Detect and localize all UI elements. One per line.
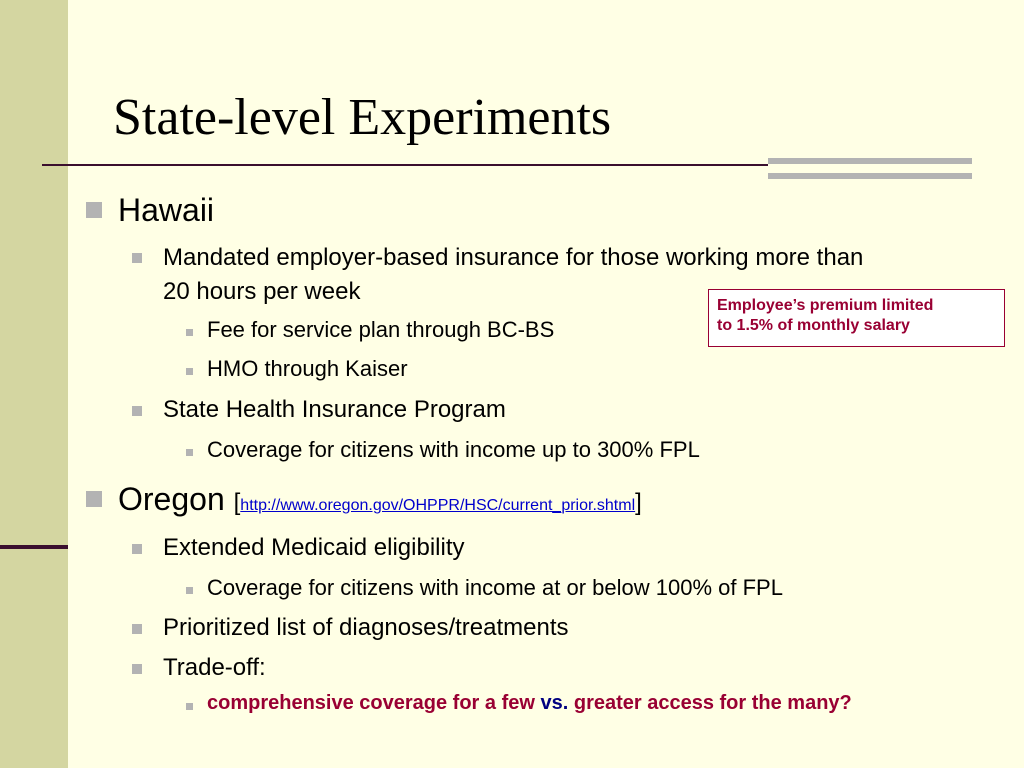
hmo-text: HMO through Kaiser (207, 356, 408, 381)
medicaid-coverage-text: Coverage for citizens with income at or below 100% of FPL (207, 575, 783, 600)
bracket-open: [ (233, 489, 241, 516)
mandated-line-1: Mandated employer-based insurance for those working more than (163, 244, 864, 271)
prioritized-list-text: Prioritized list of diagnoses/treatments (163, 614, 569, 641)
bullet-square-icon (132, 664, 142, 674)
bullet-square-icon (186, 368, 193, 375)
title-underline (42, 164, 768, 166)
bullet-square-icon (186, 587, 193, 594)
tradeoff-part-1: comprehensive coverage for a few (207, 692, 535, 714)
tradeoff-vs: vs. (540, 692, 569, 714)
bullet-square-icon (86, 202, 102, 218)
hawaii-heading: Hawaii (118, 192, 215, 228)
bullet-square-icon (132, 253, 142, 263)
title-accent-bar-bottom (768, 173, 972, 179)
shi-coverage-text: Coverage for citizens with income up to 300% FPL (207, 437, 700, 462)
left-decorative-band (0, 0, 68, 768)
mandated-line-2: 20 hours per week (163, 278, 361, 305)
premium-callout-box (708, 289, 1005, 347)
shi-program-text: State Health Insurance Program (163, 396, 506, 423)
tradeoff-statement (207, 692, 852, 715)
tradeoff-text: Trade-off: (163, 654, 266, 681)
slide-title: State-level Experiments (113, 89, 612, 146)
medicaid-text: Extended Medicaid eligibility (163, 534, 465, 561)
bullet-square-icon (186, 449, 193, 456)
bullet-square-icon (186, 329, 193, 336)
bullet-square-icon (132, 544, 142, 554)
bullet-square-icon (186, 703, 193, 710)
bullet-square-icon (132, 624, 142, 634)
bracket-close: ] (635, 489, 642, 516)
title-accent-bar-top (768, 158, 972, 164)
bullet-square-icon (86, 491, 102, 507)
side-accent-rule (0, 545, 68, 549)
bullet-square-icon (132, 406, 142, 416)
tradeoff-part-2: greater access for the many? (573, 692, 852, 714)
oregon-heading: Oregon (118, 481, 225, 517)
callout-line-1: Employee’s premium limited (717, 297, 934, 314)
fee-for-service-text: Fee for service plan through BC-BS (207, 317, 555, 342)
oregon-heading-row (118, 481, 642, 518)
callout-line-2: to 1.5% of monthly salary (717, 317, 910, 334)
oregon-hsc-link[interactable]: http://www.oregon.gov/OHPPR/HSC/current_prior.shtml (240, 497, 636, 514)
